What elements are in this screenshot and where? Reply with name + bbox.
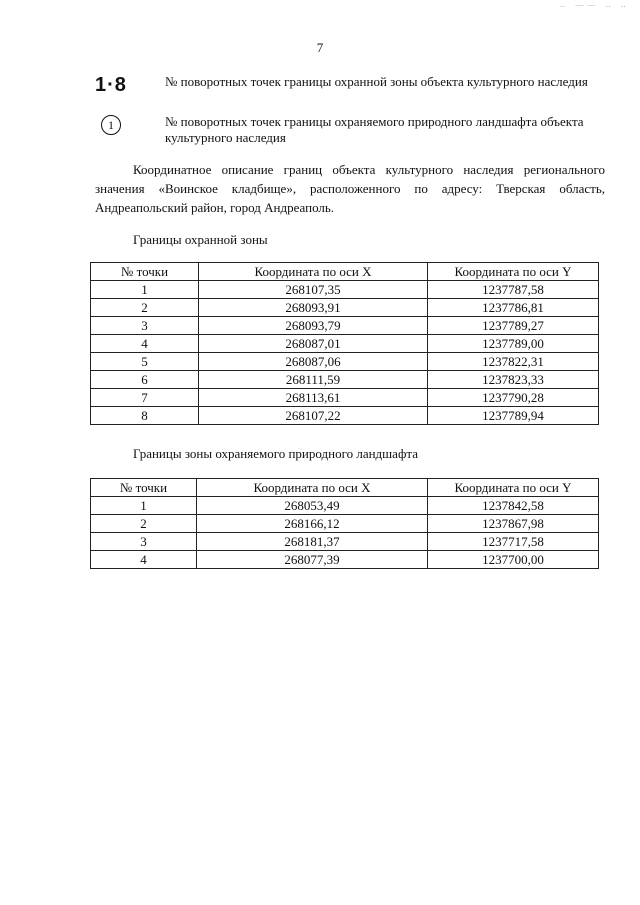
cell-x: 268166,12 xyxy=(197,515,428,533)
description-paragraph: Координатное описание границ объекта культурного наследия регионального значения «Воинское кладбище», расположенного по адресу: Тверская область, Андреапольский район, город Андреаполь. xyxy=(95,162,605,215)
cell-y: 1237789,00 xyxy=(428,335,599,353)
cell-point: 1 xyxy=(91,497,197,515)
cell-x: 268107,22 xyxy=(199,407,428,425)
cell-x: 268113,61 xyxy=(199,389,428,407)
table-row xyxy=(91,353,599,371)
cell-x: 268107,35 xyxy=(199,281,428,299)
cell-x: 268181,37 xyxy=(197,533,428,551)
cell-x: 268087,01 xyxy=(199,335,428,353)
cell-point: 1 xyxy=(91,281,199,299)
cell-y: 1237786,81 xyxy=(428,299,599,317)
cell-point: 7 xyxy=(91,389,199,407)
col-header-x: Координата по оси X xyxy=(197,479,428,497)
legend-text: № поворотных точек границы охранной зоны объекта культурного наследия xyxy=(165,74,588,89)
table1-caption: Границы охранной зоны xyxy=(133,232,268,247)
cell-y: 1237822,31 xyxy=(428,353,599,371)
cell-point: 2 xyxy=(91,299,199,317)
table-row xyxy=(91,497,599,515)
cell-x: 268053,49 xyxy=(197,497,428,515)
col-header-y: Координата по оси Y xyxy=(428,479,599,497)
landscape-zone-table xyxy=(90,478,599,569)
cell-point: 5 xyxy=(91,353,199,371)
table-header-row xyxy=(91,479,599,497)
page-number: 7 xyxy=(316,40,324,55)
table-row xyxy=(91,407,599,425)
table-row xyxy=(91,317,599,335)
cell-y: 1237867,98 xyxy=(428,515,599,533)
cell-y: 1237789,27 xyxy=(428,317,599,335)
table-row xyxy=(91,533,599,551)
cell-point: 4 xyxy=(91,335,199,353)
table-row xyxy=(91,389,599,407)
cell-point: 2 xyxy=(91,515,197,533)
cell-x: 268111,59 xyxy=(199,371,428,389)
cell-point: 4 xyxy=(91,551,197,569)
legend-item-landscape-zone xyxy=(95,114,615,146)
cell-y: 1237823,33 xyxy=(428,371,599,389)
cell-y: 1237700,00 xyxy=(428,551,599,569)
cell-y: 1237787,58 xyxy=(428,281,599,299)
table-header-row xyxy=(91,263,599,281)
cell-x: 268087,06 xyxy=(199,353,428,371)
cell-x: 268093,91 xyxy=(199,299,428,317)
cell-y: 1237789,94 xyxy=(428,407,599,425)
table-row xyxy=(91,299,599,317)
col-header-point: № точки xyxy=(91,479,197,497)
circled-point-label-sample: 1 xyxy=(101,115,121,135)
cell-y: 1237717,58 xyxy=(428,533,599,551)
legend-item-protection-zone xyxy=(95,74,615,97)
protection-zone-table xyxy=(90,262,599,425)
cell-point: 3 xyxy=(91,317,199,335)
table-row xyxy=(91,281,599,299)
table2-caption: Границы зоны охраняемого природного ландшафта xyxy=(133,446,418,461)
table-row xyxy=(91,371,599,389)
cell-x: 268093,79 xyxy=(199,317,428,335)
cell-y: 1237842,58 xyxy=(428,497,599,515)
cell-y: 1237790,28 xyxy=(428,389,599,407)
legend-text: № поворотных точек границы охраняемого природного ландшафта объекта культурного наследия xyxy=(165,114,584,145)
cell-point: 3 xyxy=(91,533,197,551)
cell-point: 8 xyxy=(91,407,199,425)
col-header-x: Координата по оси X xyxy=(199,263,428,281)
scan-artifacts: ‥ —— ‥ ‥ xyxy=(559,0,630,9)
table-row xyxy=(91,335,599,353)
table-row xyxy=(91,551,599,569)
table-row xyxy=(91,515,599,533)
cell-point: 6 xyxy=(91,371,199,389)
point-label-sample: 1·8 xyxy=(95,74,127,96)
col-header-point: № точки xyxy=(91,263,199,281)
cell-x: 268077,39 xyxy=(197,551,428,569)
col-header-y: Координата по оси Y xyxy=(428,263,599,281)
